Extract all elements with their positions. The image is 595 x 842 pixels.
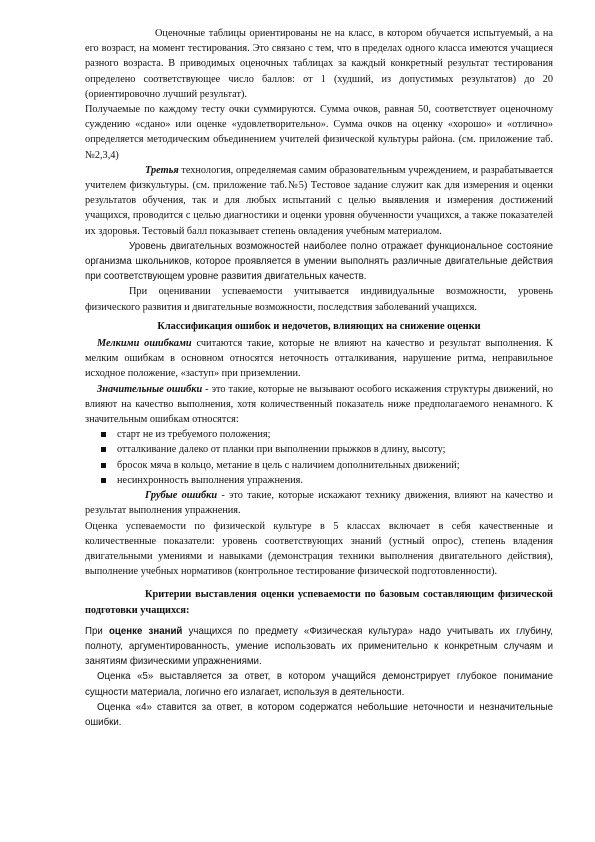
paragraph-grade-5: Оценка «5» выставляется за ответ, в котором учащийся демонстрирует глубокое понимание сущности материала, логично его излагает, используя в деятельности.	[85, 671, 553, 698]
paragraph-significant-errors	[85, 382, 553, 428]
paragraph-points-sum: Получаемые по каждому тесту очки суммируются. Сумма очков, равная 50, соответствует оценочному суждению «сдано» или оценке «удовлетворительно». Сумма очков на оценку «хорошо» и «отлично» определяется методическим объединением учителей физической культуры района. (см. приложение таб.№2,3,4)	[85, 104, 553, 161]
list-item: отталкивание далеко от планки при выполнении прыжков в длину, высоту;	[85, 442, 553, 457]
paragraph-motor-abilities: Уровень двигательных возможностей наиболее полно отражает функциональное состояние организма школьников, которое проявляется в умении выполнять различные двигательные действия при соответствующем уровне развития двигательных качеств.	[85, 240, 553, 283]
bullet-icon	[101, 463, 106, 468]
paragraph-grade-5-overview: Оценка успеваемости по физической культуре в 5 классах включает в себя качественные и количественные показатели: уровень соответствующих знаний (устный опрос), степень владения двигательными умениями и навыками (демонстрация техники выполнения двигательного действия), выполнение учебных нормативов (контрольное тестирование физической подготовленности).	[85, 520, 553, 578]
paragraph-rating-tables: Оценочные таблицы ориентированы не на класс, в котором обучается испытуемый, а на его возраст, на момент тестирования. Это связано с тем, что в пределах одного класса имеются учащиеся разного возраста. В приводимых оценочных таблицах за каждый конкретный результат тестирования определено соответствующее число баллов: от 1 (худший, из допустимых результатов) до 20 (ориентировочно лучший результат).	[85, 28, 553, 100]
heading-error-classification: Классификация ошибок и недочетов, влияющих на снижение оценки	[157, 320, 481, 332]
gross-errors-text: - это такие, которые искажают технику движения, влияют на качество и результат выполнения упражнения.	[85, 490, 553, 517]
bullet-icon	[101, 478, 106, 483]
significant-errors-lead: Значительные ошибки	[97, 383, 203, 395]
significant-errors-text: - это такие, которые не вызывают особого искажения структуры движений, но влияют на качество выполнения, хотя количественный показатель ниже предполагаемого ненамного. К значительным ошибкам относятся:	[85, 383, 554, 426]
minor-errors-lead: Мелкими ошибками	[97, 338, 192, 350]
significant-errors-list	[85, 427, 553, 488]
bullet-icon	[101, 432, 106, 437]
heading-grading-criteria: Критерии выставления оценки успеваемости по базовым составляющим физической подготовки учащихся:	[85, 589, 553, 616]
minor-errors-text: считаются такие, которые не влияют на качество и результат выполнения. К мелким ошибкам в основном относятся неточность отталкивания, нарушение ритма, неправильное исходное положение, «заступ» при приземлении.	[85, 338, 554, 380]
paragraph-minor-errors	[85, 336, 553, 382]
document-body	[85, 26, 553, 730]
knowledge-assessment-lead: оценке знаний	[108, 625, 183, 637]
third-technology-lead: Третья	[145, 164, 179, 176]
gross-errors-lead: Грубые ошибки	[145, 490, 218, 502]
paragraph-grade-4: Оценка «4» ставится за ответ, в котором содержатся небольшие неточности и незначительные ошибки.	[85, 701, 553, 728]
list-item: бросок мяча в кольцо, метание в цель с наличием дополнительных движений;	[85, 458, 553, 473]
paragraph-individual-abilities: При оценивании успеваемости учитывается индивидуальные возможности, уровень физического развития и двигательные возможности, последствия заболеваний учащихся.	[85, 286, 553, 313]
list-item: старт не из требуемого положения;	[85, 427, 553, 442]
paragraph-third-technology	[85, 163, 553, 239]
bullet-icon	[101, 447, 106, 452]
third-technology-text: технология, определяемая самим образовательным учреждением, и разрабатывается учителем физкультуры. (см. приложение таб.№5) Тестовое задание служит как для измерения и оценки результатов обучения, так и для любых испытаний с целью выявления и измерения достижений учащихся, проводится с целью диагностики и оценки уровня обученности учащихся, а также показателей их здоровья. Тестовый балл показывает степень овладения учебным материалом.	[85, 164, 553, 237]
list-item: несинхронность выполнения упражнения.	[85, 473, 553, 488]
paragraph-knowledge-assessment: При оценке знаний учащихся по предмету «Физическая культура» надо учитывать их глубину, полноту, аргументированность, умение использовать их применительно к конкретным случаям и занятиям физическими упражнениями.	[85, 625, 553, 668]
paragraph-gross-errors	[85, 488, 553, 518]
